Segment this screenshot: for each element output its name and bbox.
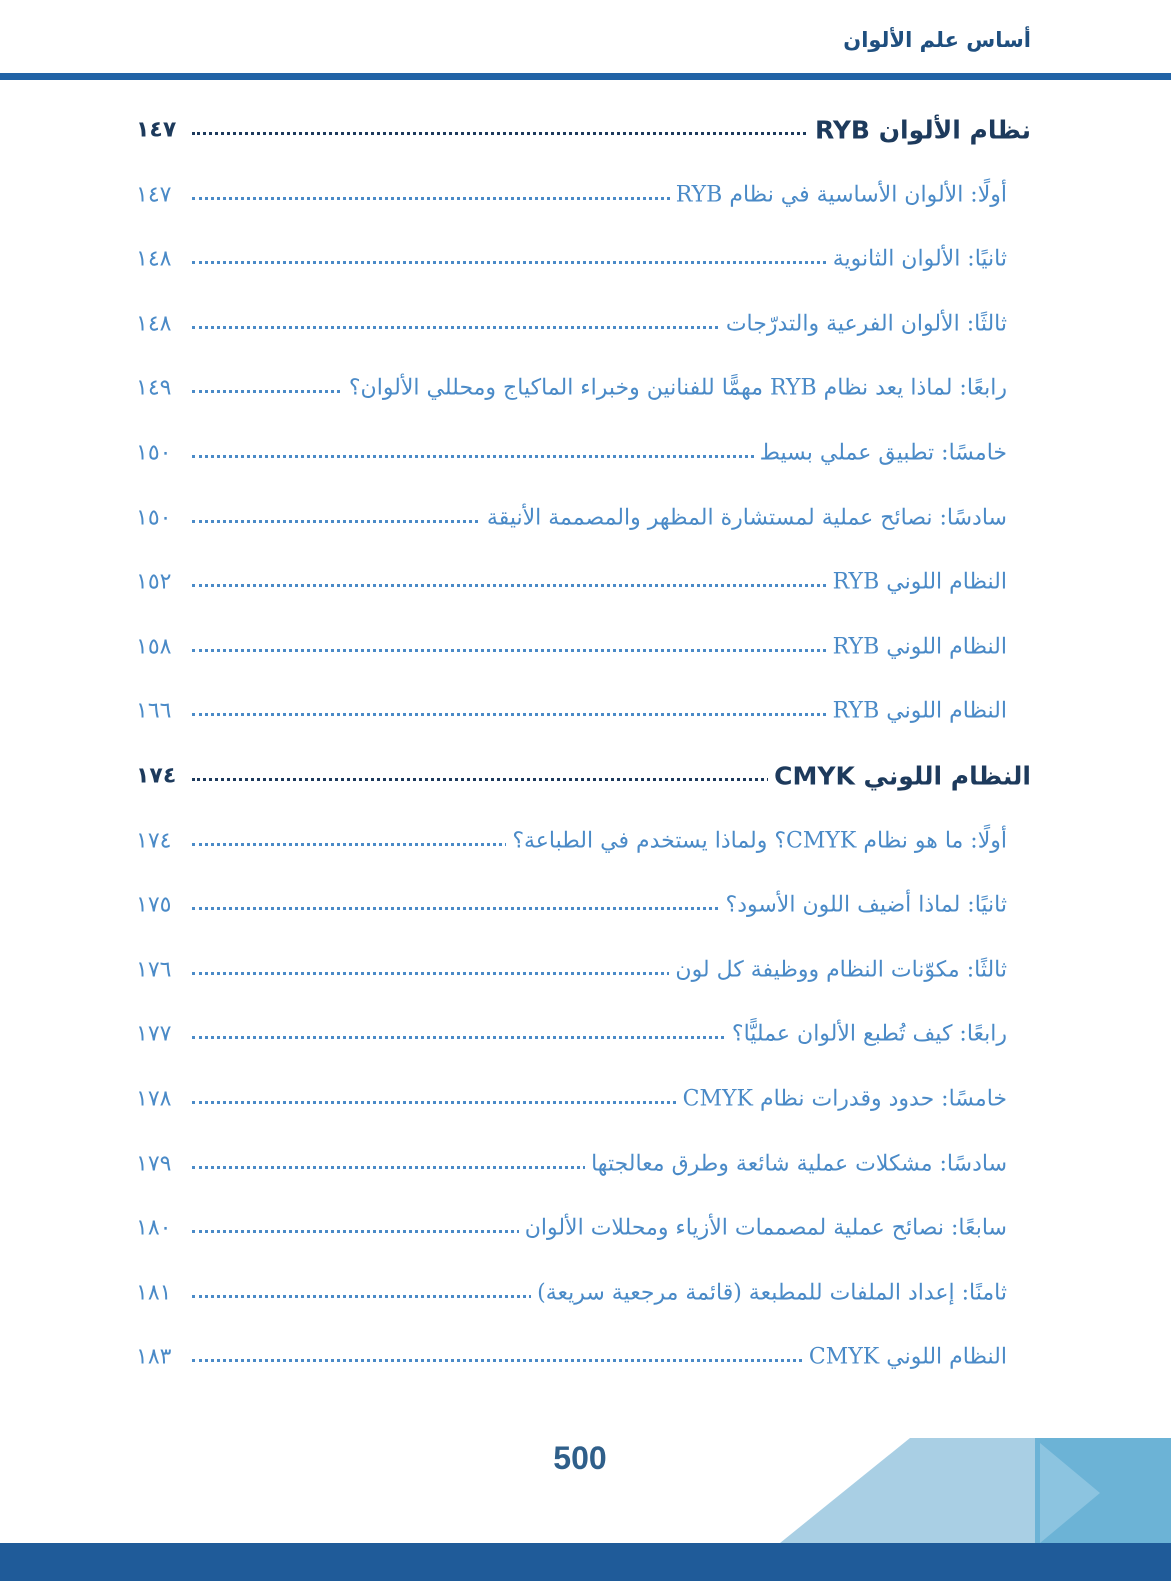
toc-entry-page: ١٤٩ bbox=[136, 376, 190, 401]
running-header-title: أساس علم الألوان bbox=[843, 28, 1031, 52]
toc-entry-page: ١٧٤ bbox=[136, 764, 190, 789]
toc-entry[interactable] bbox=[0, 486, 1171, 550]
toc-entry-page: ١٤٧ bbox=[136, 118, 190, 143]
toc-entry-page: ١٧٧ bbox=[136, 1022, 190, 1047]
toc-entry-label: النظام اللوني CMYK bbox=[768, 762, 1031, 791]
toc-entry-page: ١٥٢ bbox=[136, 570, 190, 595]
toc-entry[interactable] bbox=[0, 873, 1171, 937]
toc-entry[interactable] bbox=[0, 679, 1171, 743]
toc-entry[interactable] bbox=[0, 98, 1171, 162]
toc-entry[interactable] bbox=[0, 615, 1171, 679]
toc-entry-label: سابعًا: نصائح عملية لمصممات الأزياء ومحللات الألوان bbox=[519, 1216, 1007, 1241]
toc-entry-label: ثامنًا: إعداد الملفات للمطبعة (قائمة مرجعية سريعة) bbox=[531, 1280, 1007, 1305]
toc-entry[interactable] bbox=[0, 809, 1171, 873]
toc-entry[interactable] bbox=[0, 1261, 1171, 1325]
toc-entry[interactable] bbox=[0, 292, 1171, 356]
toc-entry-page: ١٧٥ bbox=[136, 893, 190, 918]
toc-entry[interactable] bbox=[0, 938, 1171, 1002]
toc-entry-page: ١٦٦ bbox=[136, 699, 190, 724]
footer-bar bbox=[0, 1543, 1171, 1581]
toc-entry[interactable] bbox=[0, 744, 1171, 808]
header-divider bbox=[0, 73, 1171, 80]
toc-entry-page: ١٧٩ bbox=[136, 1151, 190, 1176]
page-number: 500 bbox=[553, 1440, 607, 1476]
toc-entry-label: النظام اللوني RYB bbox=[827, 570, 1007, 595]
toc-entry-page: ١٨١ bbox=[136, 1280, 190, 1305]
toc-entry-label: سادسًا: نصائح عملية لمستشارة المظهر والمصممة الأنيقة bbox=[481, 505, 1007, 530]
toc-entry[interactable] bbox=[0, 421, 1171, 485]
toc-entry[interactable] bbox=[0, 1002, 1171, 1066]
toc-entry[interactable] bbox=[0, 1067, 1171, 1131]
toc-entry-page: ١٧٨ bbox=[136, 1087, 190, 1112]
table-of-contents bbox=[0, 98, 1171, 1388]
toc-entry[interactable] bbox=[0, 1132, 1171, 1196]
toc-entry-page: ١٤٨ bbox=[136, 311, 190, 336]
footer-decoration bbox=[780, 1438, 1171, 1548]
toc-entry-label: أولًا: ما هو نظام CMYK؟ ولماذا يستخدم في الطباعة؟ bbox=[506, 828, 1007, 853]
toc-entry-label: أولًا: الألوان الأساسية في نظام RYB bbox=[670, 182, 1007, 207]
toc-entry-page: ١٤٧ bbox=[136, 182, 190, 207]
toc-entry[interactable] bbox=[0, 550, 1171, 614]
toc-entry-label: النظام اللوني RYB bbox=[827, 699, 1007, 724]
toc-entry-page: ١٥٠ bbox=[136, 505, 190, 530]
toc-entry-page: ١٥٠ bbox=[136, 441, 190, 466]
toc-entry-page: ١٨٣ bbox=[136, 1345, 190, 1370]
toc-entry-label: سادسًا: مشكلات عملية شائعة وطرق معالجتها bbox=[585, 1151, 1007, 1176]
toc-entry-label: النظام اللوني RYB bbox=[827, 634, 1007, 659]
toc-entry-page: ١٨٠ bbox=[136, 1216, 190, 1241]
toc-entry[interactable] bbox=[0, 227, 1171, 291]
toc-entry[interactable] bbox=[0, 356, 1171, 420]
toc-entry[interactable] bbox=[0, 1325, 1171, 1389]
toc-entry-label: نظام الألوان RYB bbox=[809, 116, 1031, 145]
toc-entry-label: ثالثًا: مكوّنات النظام ووظيفة كل لون bbox=[669, 957, 1007, 982]
toc-entry-label: ثانيًا: لماذا أضيف اللون الأسود؟ bbox=[720, 893, 1007, 918]
toc-entry-page: ١٧٤ bbox=[136, 828, 190, 853]
toc-entry-label: ثالثًا: الألوان الفرعية والتدرّجات bbox=[720, 311, 1007, 336]
toc-entry-label: رابعًا: كيف تُطبع الألوان عمليًّا؟ bbox=[726, 1022, 1007, 1047]
toc-entry-page: ١٤٨ bbox=[136, 247, 190, 272]
toc-entry[interactable] bbox=[0, 1196, 1171, 1260]
toc-entry-label: رابعًا: لماذا يعد نظام RYB مهمًّا للفنانين وخبراء الماكياج ومحللي الألوان؟ bbox=[343, 376, 1007, 401]
toc-entry-label: ثانيًا: الألوان الثانوية bbox=[827, 247, 1007, 272]
toc-entry-page: ١٥٨ bbox=[136, 634, 190, 659]
toc-entry[interactable] bbox=[0, 163, 1171, 227]
toc-entry-label: خامسًا: تطبيق عملي بسيط bbox=[754, 441, 1007, 466]
toc-entry-label: خامسًا: حدود وقدرات نظام CMYK bbox=[677, 1087, 1007, 1112]
toc-entry-page: ١٧٦ bbox=[136, 957, 190, 982]
toc-entry-label: النظام اللوني CMYK bbox=[803, 1345, 1007, 1370]
